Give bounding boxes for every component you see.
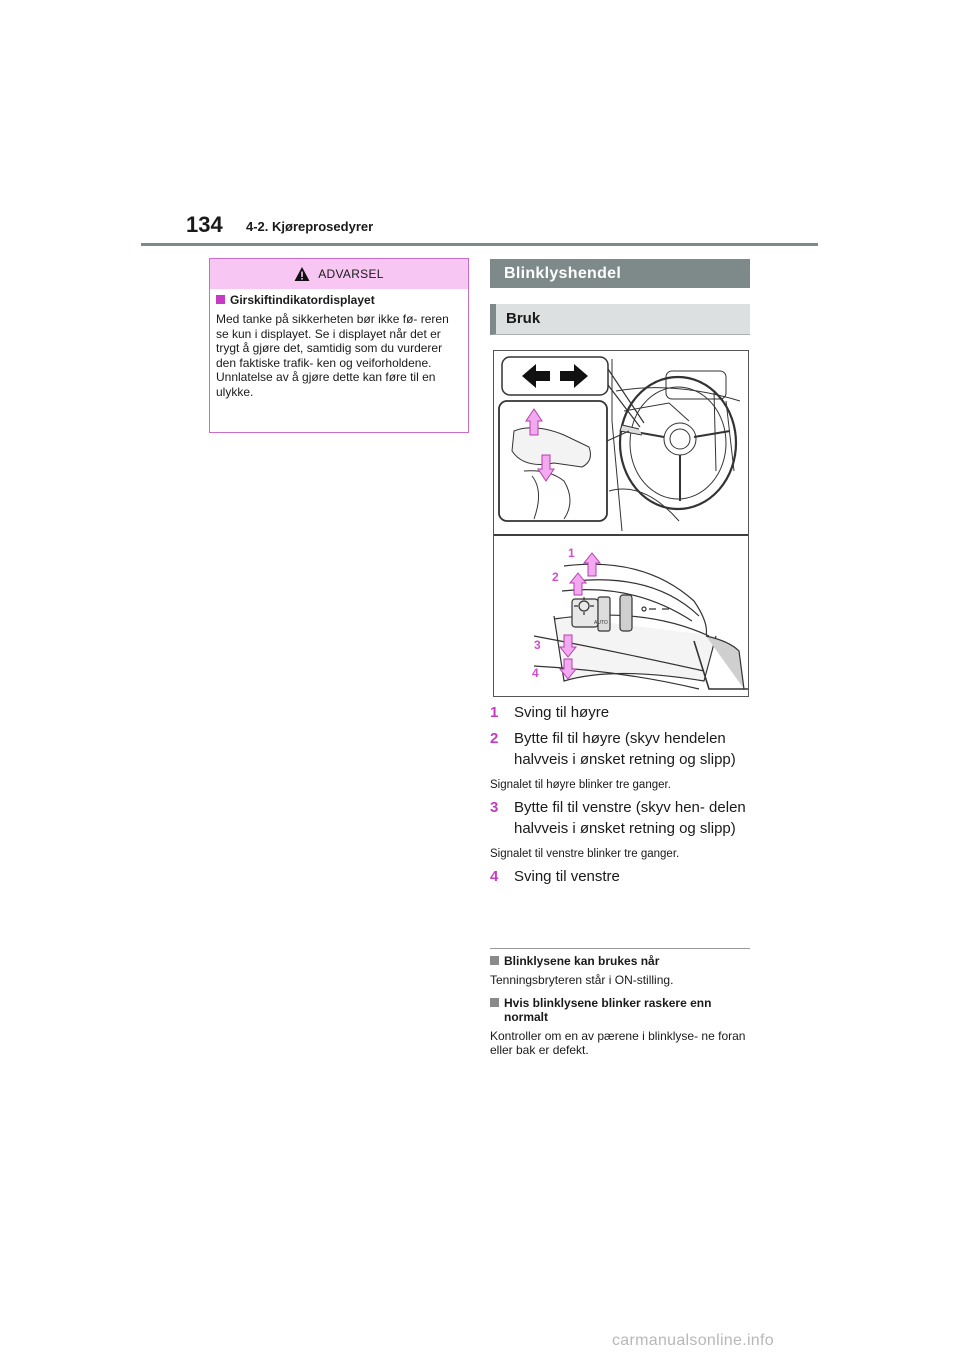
square-bullet-icon xyxy=(490,998,499,1007)
note-heading xyxy=(490,954,752,968)
steps-list xyxy=(490,700,752,887)
square-bullet-icon xyxy=(216,295,225,304)
warning-triangle-icon xyxy=(294,266,310,282)
warning-title: ADVARSEL xyxy=(318,267,384,281)
section-title: 4-2. Kjøreprosedyrer xyxy=(246,219,374,234)
step-text: Bytte fil til høyre (skyv hendelen halvveis i ønsket retning og slipp) xyxy=(514,729,736,768)
square-bullet-icon xyxy=(490,956,499,965)
step-2 xyxy=(490,728,752,771)
note-heading-text: Blinklysene kan brukes når xyxy=(504,954,660,968)
lever-illustration xyxy=(493,350,749,697)
warning-subheading xyxy=(216,293,462,308)
warning-header xyxy=(210,259,468,289)
step-text: Bytte fil til venstre (skyv hen- delen halvveis i ønsket retning og slipp) xyxy=(514,798,746,837)
section-banner: Blinklyshendel xyxy=(490,259,750,288)
note-text: Tenningsbryteren står i ON-stilling. xyxy=(490,973,674,987)
note-text: Kontroller om en av pærene i blinklyse- ne foran eller bak er defekt. xyxy=(490,1029,746,1057)
dashboard-drawing xyxy=(609,359,740,531)
lever-auto-label: AUTO xyxy=(594,620,608,626)
step-number: 1 xyxy=(490,704,499,721)
step-text: Sving til høyre xyxy=(514,704,610,721)
step-4 xyxy=(490,866,752,888)
callout-label-4: 4 xyxy=(532,666,539,680)
warning-text: Med tanke på sikkerheten bør ikke fø- reren se kun i displayet. Se i displayet når det er trygt å gjøre det, samtidig som du vurderer den faktiske trafik- ken og veiforholdene. Unnlatelse av å gjøre dette kan føre til en ulykke. xyxy=(216,312,449,399)
watermark: carmanualsonline.info xyxy=(612,1332,774,1349)
step-number: 4 xyxy=(490,867,499,885)
lever-illustration-svg xyxy=(494,351,748,696)
callout-label-2: 2 xyxy=(552,570,559,584)
step-note: Signalet til høyre blinker tre ganger. xyxy=(490,778,671,791)
step-note: Signalet til venstre blinker tre ganger. xyxy=(490,847,680,860)
section-subbanner: Bruk xyxy=(490,304,750,335)
step-number: 3 xyxy=(490,798,499,816)
callout-label-3: 3 xyxy=(534,638,541,652)
page-number: 134 xyxy=(186,212,223,237)
step-text: Sving til venstre xyxy=(514,867,620,885)
step-1 xyxy=(490,702,752,724)
step-number: 2 xyxy=(490,729,499,747)
warning-body xyxy=(210,289,468,399)
notes xyxy=(490,954,752,1066)
hand-inset xyxy=(499,401,629,521)
steering-wheel xyxy=(620,377,736,509)
note-heading xyxy=(490,996,752,1024)
header-rule xyxy=(141,243,818,246)
callout-label-1: 1 xyxy=(568,546,575,560)
note-heading-text: Hvis blinklysene blinker raskere enn normalt xyxy=(504,996,712,1024)
step-3 xyxy=(490,797,752,840)
notes-rule xyxy=(490,948,750,949)
warning-box xyxy=(209,258,469,433)
callout-arrow-2 xyxy=(570,573,586,595)
warning-subheading-text: Girskiftindikatordisplayet xyxy=(230,293,375,307)
